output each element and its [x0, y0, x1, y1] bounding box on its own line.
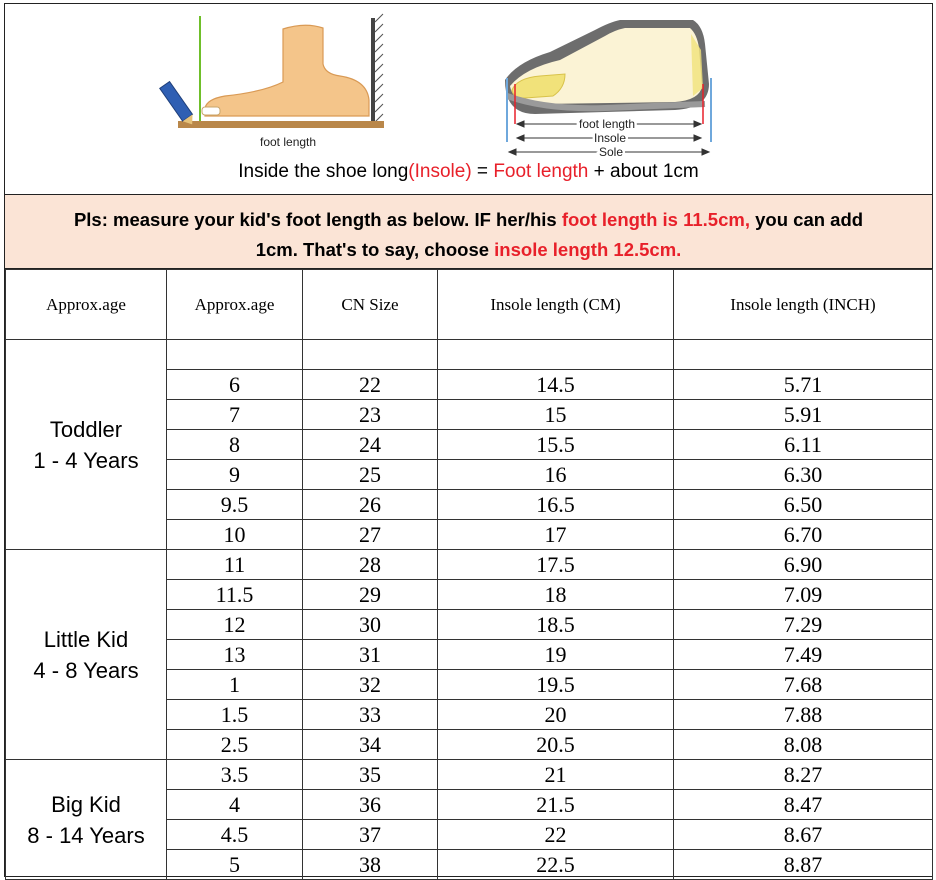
group-name: Toddler — [49, 416, 123, 442]
col-header-approx-age: Approx.age — [167, 270, 303, 340]
insole-inch-cell: 8.27 — [674, 760, 933, 790]
age-cell: 2.5 — [167, 730, 303, 760]
caption-insole: (Insole) — [408, 161, 472, 182]
insole-inch-cell: 6.30 — [674, 460, 933, 490]
age-cell: 7 — [167, 400, 303, 430]
cn-size-cell: 34 — [303, 730, 438, 760]
cn-size-cell: 30 — [303, 610, 438, 640]
svg-text:Insole: Insole — [594, 131, 627, 145]
age-cell: 12 — [167, 610, 303, 640]
table-body — [6, 340, 933, 880]
table-row — [6, 550, 933, 580]
insole-formula-caption — [5, 161, 932, 183]
group-name: Big Kid — [51, 791, 121, 817]
table-header-row — [6, 270, 933, 340]
note-text: you can add — [749, 209, 864, 230]
empty-cell — [438, 340, 674, 370]
age-cell: 1.5 — [167, 700, 303, 730]
insole-cm-cell: 19.5 — [438, 670, 674, 700]
insole-inch-cell: 8.87 — [674, 850, 933, 880]
cn-size-cell: 35 — [303, 760, 438, 790]
insole-inch-cell: 7.29 — [674, 610, 933, 640]
foot-length-icon — [160, 14, 384, 149]
age-group-cell — [6, 550, 167, 760]
insole-cm-cell: 17.5 — [438, 550, 674, 580]
group-range: 1 - 4 Years — [33, 447, 139, 473]
insole-inch-cell: 8.47 — [674, 790, 933, 820]
age-cell: 11 — [167, 550, 303, 580]
cn-size-cell: 24 — [303, 430, 438, 460]
age-cell: 4 — [167, 790, 303, 820]
svg-text:Sole: Sole — [599, 145, 624, 159]
insole-cm-cell: 21.5 — [438, 790, 674, 820]
insole-inch-cell: 6.11 — [674, 430, 933, 460]
cn-size-cell: 29 — [303, 580, 438, 610]
insole-cm-cell: 20 — [438, 700, 674, 730]
cn-size-cell: 36 — [303, 790, 438, 820]
insole-cm-cell: 16 — [438, 460, 674, 490]
group-range: 8 - 14 Years — [27, 822, 145, 848]
insole-inch-cell: 7.88 — [674, 700, 933, 730]
age-cell: 5 — [167, 850, 303, 880]
cn-size-cell: 31 — [303, 640, 438, 670]
cn-size-cell: 38 — [303, 850, 438, 880]
caption-equals: = — [471, 161, 494, 182]
insole-inch-cell: 5.71 — [674, 370, 933, 400]
insole-inch-cell: 7.49 — [674, 640, 933, 670]
measurement-note — [5, 194, 932, 269]
cn-size-cell: 25 — [303, 460, 438, 490]
svg-text:foot length: foot length — [579, 117, 636, 131]
shoe-insole-icon — [505, 20, 711, 159]
insole-cm-cell: 18.5 — [438, 610, 674, 640]
foot-measure-diagram — [5, 4, 932, 164]
age-cell: 1 — [167, 670, 303, 700]
col-header-cn-size: CN Size — [303, 270, 438, 340]
svg-text:foot length: foot length — [260, 135, 317, 149]
insole-inch-cell: 7.09 — [674, 580, 933, 610]
empty-cell — [303, 340, 438, 370]
caption-suffix: + about 1cm — [588, 161, 699, 182]
measurement-illustration — [5, 4, 932, 192]
insole-inch-cell: 7.68 — [674, 670, 933, 700]
age-group-cell — [6, 340, 167, 550]
insole-cm-cell: 19 — [438, 640, 674, 670]
insole-cm-cell: 17 — [438, 520, 674, 550]
table-row — [6, 340, 933, 370]
cn-size-cell: 37 — [303, 820, 438, 850]
age-cell: 4.5 — [167, 820, 303, 850]
insole-cm-cell: 15.5 — [438, 430, 674, 460]
age-cell: 10 — [167, 520, 303, 550]
insole-inch-cell: 8.67 — [674, 820, 933, 850]
table-row — [6, 760, 933, 790]
empty-cell — [674, 340, 933, 370]
cn-size-cell: 27 — [303, 520, 438, 550]
col-header-insole-inch: Insole length (INCH) — [674, 270, 933, 340]
note-text: Pls: measure your kid's foot length as below. IF her/his — [73, 209, 562, 230]
note-highlight: insole length 12.5cm. — [494, 239, 682, 260]
insole-cm-cell: 22 — [438, 820, 674, 850]
col-header-approx-age: Approx.age — [6, 270, 167, 340]
age-cell: 9 — [167, 460, 303, 490]
age-cell: 13 — [167, 640, 303, 670]
age-cell: 11.5 — [167, 580, 303, 610]
age-group-cell — [6, 760, 167, 880]
insole-inch-cell: 6.90 — [674, 550, 933, 580]
caption-prefix: Inside the shoe long — [238, 161, 409, 182]
age-cell: 8 — [167, 430, 303, 460]
age-cell: 3.5 — [167, 760, 303, 790]
insole-cm-cell: 21 — [438, 760, 674, 790]
cn-size-cell: 23 — [303, 400, 438, 430]
age-cell: 6 — [167, 370, 303, 400]
group-range: 4 - 8 Years — [33, 657, 139, 683]
age-cell: 9.5 — [167, 490, 303, 520]
cn-size-cell: 22 — [303, 370, 438, 400]
insole-cm-cell: 20.5 — [438, 730, 674, 760]
group-name: Little Kid — [43, 626, 129, 652]
insole-cm-cell: 15 — [438, 400, 674, 430]
insole-cm-cell: 14.5 — [438, 370, 674, 400]
insole-cm-cell: 22.5 — [438, 850, 674, 880]
insole-inch-cell: 8.08 — [674, 730, 933, 760]
note-line-2 — [5, 235, 932, 265]
note-line-1 — [5, 205, 932, 235]
empty-cell — [167, 340, 303, 370]
insole-inch-cell: 5.91 — [674, 400, 933, 430]
col-header-insole-cm: Insole length (CM) — [438, 270, 674, 340]
insole-cm-cell: 16.5 — [438, 490, 674, 520]
size-chart — [4, 3, 933, 877]
insole-inch-cell: 6.50 — [674, 490, 933, 520]
note-highlight: foot length is 11.5cm, — [561, 209, 750, 230]
cn-size-cell: 28 — [303, 550, 438, 580]
cn-size-cell: 32 — [303, 670, 438, 700]
size-table — [5, 269, 933, 880]
cn-size-cell: 26 — [303, 490, 438, 520]
cn-size-cell: 33 — [303, 700, 438, 730]
insole-cm-cell: 18 — [438, 580, 674, 610]
caption-foot-length: Foot length — [493, 161, 589, 182]
note-text: 1cm. That's to say, choose — [255, 239, 495, 260]
insole-inch-cell: 6.70 — [674, 520, 933, 550]
